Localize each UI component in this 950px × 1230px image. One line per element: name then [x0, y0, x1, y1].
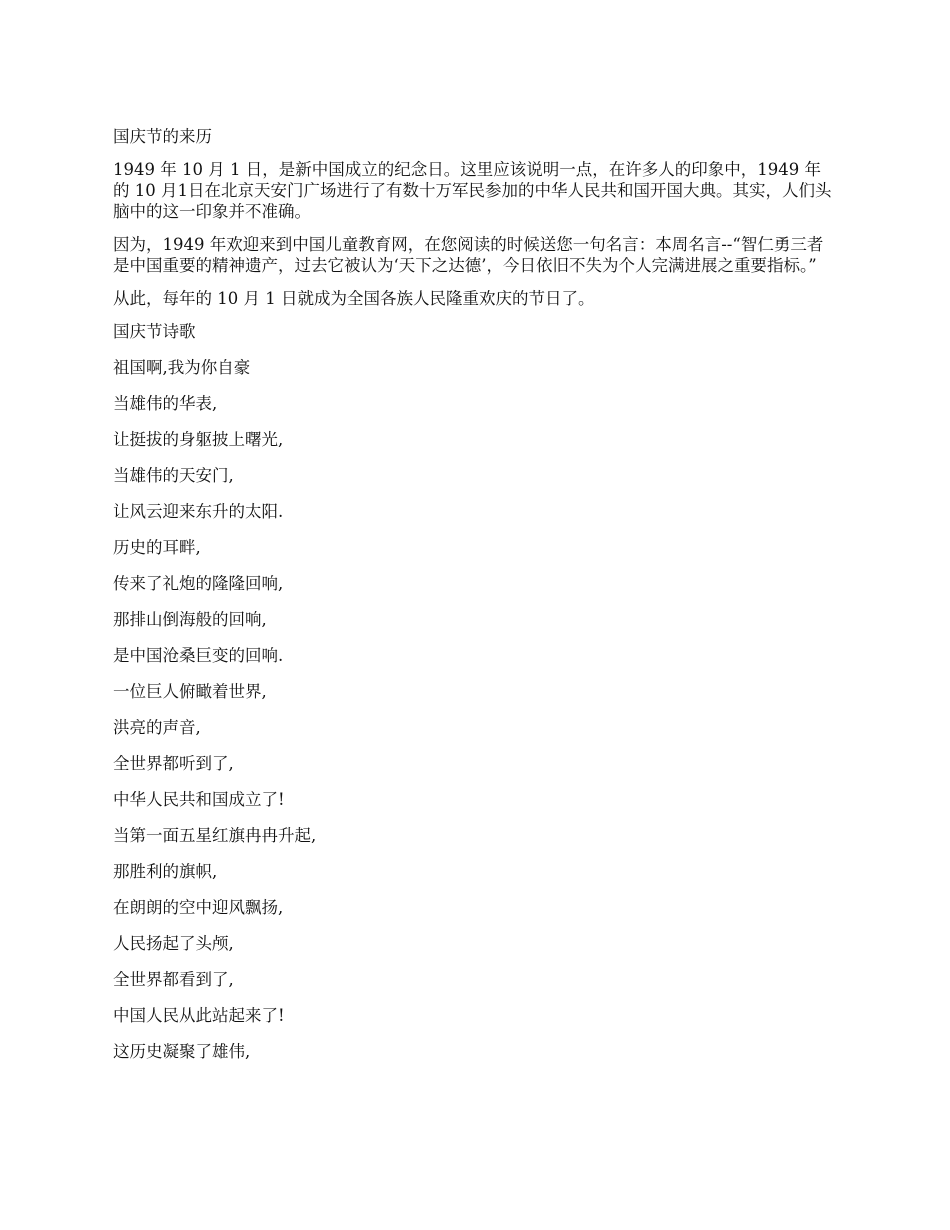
poem-line: 全世界都看到了,	[113, 970, 234, 989]
poem-line: 传来了礼炮的隆隆回响,	[113, 574, 284, 593]
poem-line: 当第一面五星红旗冉冉升起,	[113, 826, 317, 845]
poem-line: 历史的耳畔,	[113, 538, 201, 557]
poem-line: 那胜利的旗帜,	[113, 862, 218, 881]
poem-line: 全世界都听到了,	[113, 754, 234, 773]
poem-line: 当雄伟的天安门,	[113, 466, 234, 485]
poem-line: 让风云迎来东升的太阳.	[113, 502, 284, 521]
poem-line: 洪亮的声音,	[113, 718, 201, 737]
poem-line: 人民扬起了头颅,	[113, 934, 234, 953]
document-page	[113, 126, 837, 1077]
poem-line: 祖国啊,我为你自豪	[113, 358, 251, 377]
poem-line: 那排山倒海般的回响,	[113, 610, 267, 629]
paragraph-founding-date: 1949 年 10 月 1 日，是新中国成立的纪念日。这里应该说明一点，在许多人的印象中，1949 年的 10 月1日在北京天安门广场进行了有数十万军民参加的中华人民共和国开国大典。其实，人们头脑中的这一印象并不准确。	[113, 160, 832, 221]
paragraph-quote: 因为，1949 年欢迎来到中国儿童教育网，在您阅读的时候送您一句名言：本周名言--“智仁勇三者是中国重要的精神遗产，过去它被认为‘天下之达德’，今日依旧不失为个人完满进展之重要指标。”	[113, 235, 824, 275]
poem-line: 这历史凝聚了雄伟,	[113, 1042, 251, 1061]
paragraph-celebration: 从此，每年的 10 月 1 日就成为全国各族人民隆重欢庆的节日了。	[113, 289, 595, 308]
document-title: 国庆节的来历	[113, 127, 212, 146]
poem-line: 让挺拔的身躯披上曙光,	[113, 430, 284, 449]
poem	[113, 357, 837, 1062]
poem-line: 一位巨人俯瞰着世界,	[113, 682, 267, 701]
poem-line: 中华人民共和国成立了!	[113, 790, 285, 809]
poem-line: 是中国沧桑巨变的回响.	[113, 646, 284, 665]
poem-line: 在朗朗的空中迎风飘扬,	[113, 898, 284, 917]
poem-line: 当雄伟的华表,	[113, 394, 218, 413]
poem-heading: 国庆节诗歌	[113, 322, 196, 341]
poem-line: 中国人民从此站起来了!	[113, 1006, 285, 1025]
